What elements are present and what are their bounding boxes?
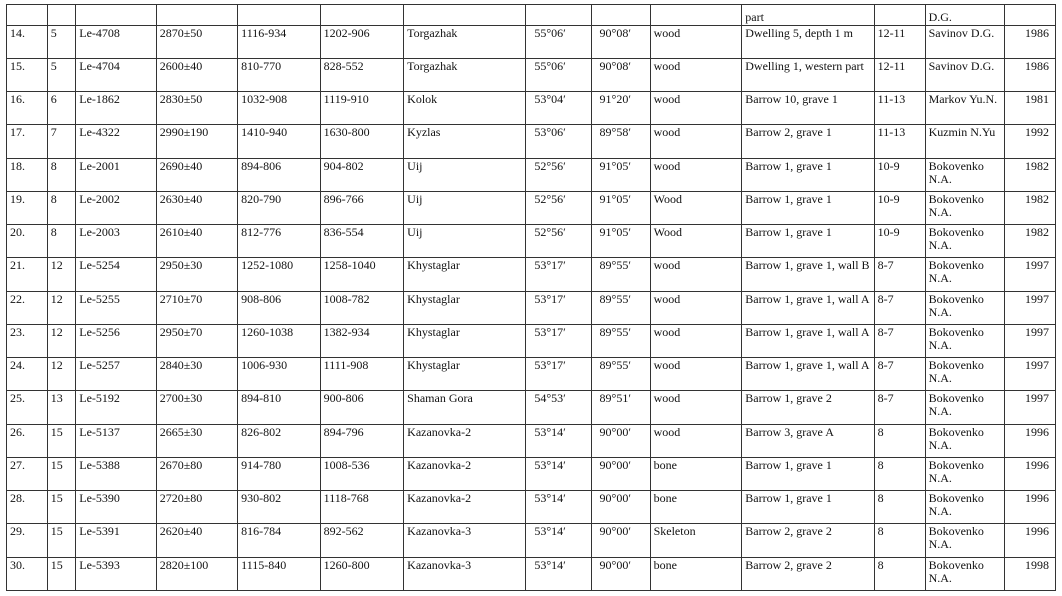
calibrated-1-sigma-cell: 1006-930 — [238, 358, 320, 391]
row-number-cell: 19. — [7, 191, 48, 224]
lab-code-cell: Le-4708 — [76, 25, 156, 58]
year-cell: 1982 — [1005, 225, 1056, 258]
table-row — [7, 92, 1056, 125]
context-cell: Dwelling 5, depth 1 m — [742, 25, 874, 58]
row-number-cell: 14. — [7, 25, 48, 58]
material-cell: wood — [650, 258, 742, 291]
site-name-cell: Kazanovka-3 — [404, 557, 526, 590]
bp-age-cell: 2670±80 — [156, 457, 237, 490]
calibrated-2-sigma-cell: 1008-536 — [320, 457, 404, 490]
latitude-cell: 53°14′ — [526, 424, 591, 457]
latitude-cell: 54°53′ — [526, 391, 591, 424]
year-cell: 1986 — [1005, 25, 1056, 58]
calibrated-2-sigma-cell: 828-552 — [320, 59, 404, 92]
author-cell: Bokovenko N.A. — [925, 557, 1004, 590]
cell-empty — [526, 5, 591, 26]
radiocarbon-dates-table — [6, 4, 1056, 591]
year-cell: 1986 — [1005, 59, 1056, 92]
table-row — [7, 557, 1056, 590]
calibrated-1-sigma-cell: 1032-908 — [238, 92, 320, 125]
longitude-cell: 91°05′ — [591, 158, 650, 191]
site-number-cell: 15 — [47, 457, 76, 490]
latitude-cell: 53°14′ — [526, 491, 591, 524]
site-name-cell: Kolok — [404, 92, 526, 125]
year-cell: 1997 — [1005, 324, 1056, 357]
lab-code-cell: Le-1862 — [76, 92, 156, 125]
site-name-cell: Uij — [404, 191, 526, 224]
row-number-cell: 22. — [7, 291, 48, 324]
site-number-cell: 5 — [47, 25, 76, 58]
site-name-cell: Khystaglar — [404, 358, 526, 391]
context-continuation-cell: part — [742, 5, 874, 26]
bp-age-cell: 2950±30 — [156, 258, 237, 291]
row-number-cell: 16. — [7, 92, 48, 125]
lab-code-cell: Le-5393 — [76, 557, 156, 590]
calibrated-2-sigma-cell: 896-766 — [320, 191, 404, 224]
context-cell: Barrow 1, grave 1, wall A — [742, 324, 874, 357]
table-row — [7, 191, 1056, 224]
calibrated-2-sigma-cell: 894-796 — [320, 424, 404, 457]
context-cell: Barrow 3, grave A — [742, 424, 874, 457]
lab-code-cell: Le-5388 — [76, 457, 156, 490]
context-cell: Barrow 1, grave 1, wall A — [742, 358, 874, 391]
material-cell: wood — [650, 158, 742, 191]
bp-age-cell: 2990±190 — [156, 125, 237, 158]
year-cell: 1997 — [1005, 358, 1056, 391]
cell-empty — [7, 5, 48, 26]
cell-empty — [591, 5, 650, 26]
bp-age-cell: 2690±40 — [156, 158, 237, 191]
latitude-cell: 52°56′ — [526, 191, 591, 224]
calibrated-1-sigma-cell: 914-780 — [238, 457, 320, 490]
latitude-cell: 53°17′ — [526, 358, 591, 391]
site-name-cell: Torgazhak — [404, 59, 526, 92]
year-cell: 1982 — [1005, 191, 1056, 224]
cell-empty — [874, 5, 925, 26]
calibrated-2-sigma-cell: 1118-768 — [320, 491, 404, 524]
site-number-cell: 8 — [47, 158, 76, 191]
calibrated-2-sigma-cell: 900-806 — [320, 391, 404, 424]
latitude-cell: 52°56′ — [526, 158, 591, 191]
calibrated-1-sigma-cell: 812-776 — [238, 225, 320, 258]
year-cell: 1992 — [1005, 125, 1056, 158]
context-cell: Barrow 1, grave 1 — [742, 191, 874, 224]
longitude-cell: 91°05′ — [591, 191, 650, 224]
calibrated-1-sigma-cell: 820-790 — [238, 191, 320, 224]
calibrated-1-sigma-cell: 894-806 — [238, 158, 320, 191]
calibrated-1-sigma-cell: 1410-940 — [238, 125, 320, 158]
site-number-cell: 15 — [47, 424, 76, 457]
author-cell: Savinov D.G. — [925, 25, 1004, 58]
row-number-cell: 25. — [7, 391, 48, 424]
century-cell: 10-9 — [874, 225, 925, 258]
site-number-cell: 8 — [47, 225, 76, 258]
year-cell: 1998 — [1005, 557, 1056, 590]
century-cell: 8 — [874, 524, 925, 557]
context-cell: Dwelling 1, western part — [742, 59, 874, 92]
row-number-cell: 30. — [7, 557, 48, 590]
year-cell: 1997 — [1005, 258, 1056, 291]
bp-age-cell: 2870±50 — [156, 25, 237, 58]
material-cell: bone — [650, 557, 742, 590]
row-number-cell: 23. — [7, 324, 48, 357]
author-cell: Bokovenko N.A. — [925, 191, 1004, 224]
century-cell: 8-7 — [874, 258, 925, 291]
calibrated-2-sigma-cell: 904-802 — [320, 158, 404, 191]
calibrated-1-sigma-cell: 930-802 — [238, 491, 320, 524]
calibrated-1-sigma-cell: 1115-840 — [238, 557, 320, 590]
lab-code-cell: Le-5390 — [76, 491, 156, 524]
cell-empty — [404, 5, 526, 26]
context-cell: Barrow 1, grave 1, wall B — [742, 258, 874, 291]
lab-code-cell: Le-2001 — [76, 158, 156, 191]
longitude-cell: 89°55′ — [591, 291, 650, 324]
site-number-cell: 12 — [47, 324, 76, 357]
author-cell: Bokovenko N.A. — [925, 291, 1004, 324]
site-name-cell: Torgazhak — [404, 25, 526, 58]
site-name-cell: Uij — [404, 158, 526, 191]
longitude-cell: 90°00′ — [591, 491, 650, 524]
bp-age-cell: 2600±40 — [156, 59, 237, 92]
author-cell: Kuzmin N.Yu — [925, 125, 1004, 158]
calibrated-2-sigma-cell: 1260-800 — [320, 557, 404, 590]
calibrated-2-sigma-cell: 1202-906 — [320, 25, 404, 58]
cell-empty — [47, 5, 76, 26]
calibrated-2-sigma-cell: 892-562 — [320, 524, 404, 557]
table-body — [7, 5, 1056, 591]
lab-code-cell: Le-4704 — [76, 59, 156, 92]
latitude-cell: 55°06′ — [526, 25, 591, 58]
author-cell: Bokovenko N.A. — [925, 524, 1004, 557]
century-cell: 12-11 — [874, 59, 925, 92]
table-row — [7, 491, 1056, 524]
author-cell: Bokovenko N.A. — [925, 225, 1004, 258]
longitude-cell: 91°05′ — [591, 225, 650, 258]
calibrated-2-sigma-cell: 1008-782 — [320, 291, 404, 324]
row-number-cell: 15. — [7, 59, 48, 92]
bp-age-cell: 2830±50 — [156, 92, 237, 125]
author-cell: Bokovenko N.A. — [925, 457, 1004, 490]
century-cell: 8 — [874, 424, 925, 457]
site-number-cell: 13 — [47, 391, 76, 424]
context-cell: Barrow 2, grave 2 — [742, 524, 874, 557]
bp-age-cell: 2610±40 — [156, 225, 237, 258]
author-cell: Bokovenko N.A. — [925, 324, 1004, 357]
year-cell: 1981 — [1005, 92, 1056, 125]
site-name-cell: Shaman Gora — [404, 391, 526, 424]
bp-age-cell: 2820±100 — [156, 557, 237, 590]
calibrated-2-sigma-cell: 836-554 — [320, 225, 404, 258]
author-cell: Bokovenko N.A. — [925, 358, 1004, 391]
row-number-cell: 18. — [7, 158, 48, 191]
context-cell: Barrow 1, grave 2 — [742, 391, 874, 424]
year-cell: 1996 — [1005, 524, 1056, 557]
year-cell: 1996 — [1005, 491, 1056, 524]
bp-age-cell: 2665±30 — [156, 424, 237, 457]
material-cell: bone — [650, 457, 742, 490]
century-cell: 12-11 — [874, 25, 925, 58]
context-cell: Barrow 10, grave 1 — [742, 92, 874, 125]
material-cell: Wood — [650, 225, 742, 258]
partial-header-row — [7, 5, 1056, 26]
bp-age-cell: 2840±30 — [156, 358, 237, 391]
century-cell: 8-7 — [874, 324, 925, 357]
table-row — [7, 158, 1056, 191]
century-cell: 11-13 — [874, 92, 925, 125]
material-cell: wood — [650, 291, 742, 324]
latitude-cell: 53°14′ — [526, 457, 591, 490]
cell-empty — [156, 5, 237, 26]
longitude-cell: 89°55′ — [591, 358, 650, 391]
material-cell: Skeleton — [650, 524, 742, 557]
century-cell: 10-9 — [874, 191, 925, 224]
site-number-cell: 12 — [47, 258, 76, 291]
author-cell: Bokovenko N.A. — [925, 258, 1004, 291]
table-row — [7, 358, 1056, 391]
calibrated-2-sigma-cell: 1119-910 — [320, 92, 404, 125]
year-cell: 1982 — [1005, 158, 1056, 191]
calibrated-1-sigma-cell: 894-810 — [238, 391, 320, 424]
author-cell: Savinov D.G. — [925, 59, 1004, 92]
material-cell: wood — [650, 25, 742, 58]
latitude-cell: 53°06′ — [526, 125, 591, 158]
calibrated-2-sigma-cell: 1630-800 — [320, 125, 404, 158]
row-number-cell: 21. — [7, 258, 48, 291]
lab-code-cell: Le-2002 — [76, 191, 156, 224]
longitude-cell: 90°00′ — [591, 457, 650, 490]
calibrated-2-sigma-cell: 1111-908 — [320, 358, 404, 391]
table-row — [7, 59, 1056, 92]
latitude-cell: 53°17′ — [526, 324, 591, 357]
cell-empty — [1005, 5, 1056, 26]
lab-code-cell: Le-5256 — [76, 324, 156, 357]
calibrated-2-sigma-cell: 1258-1040 — [320, 258, 404, 291]
century-cell: 8 — [874, 457, 925, 490]
table-row — [7, 125, 1056, 158]
site-name-cell: Uij — [404, 225, 526, 258]
longitude-cell: 90°08′ — [591, 25, 650, 58]
context-cell: Barrow 1, grave 1 — [742, 491, 874, 524]
material-cell: bone — [650, 491, 742, 524]
calibrated-1-sigma-cell: 810-770 — [238, 59, 320, 92]
author-cell: Bokovenko N.A. — [925, 391, 1004, 424]
year-cell: 1996 — [1005, 457, 1056, 490]
site-number-cell: 15 — [47, 524, 76, 557]
longitude-cell: 89°51′ — [591, 391, 650, 424]
century-cell: 8-7 — [874, 358, 925, 391]
material-cell: wood — [650, 391, 742, 424]
latitude-cell: 55°06′ — [526, 59, 591, 92]
calibrated-1-sigma-cell: 908-806 — [238, 291, 320, 324]
latitude-cell: 53°14′ — [526, 557, 591, 590]
longitude-cell: 89°58′ — [591, 125, 650, 158]
material-cell: wood — [650, 358, 742, 391]
table-row — [7, 25, 1056, 58]
latitude-cell: 52°56′ — [526, 225, 591, 258]
material-cell: wood — [650, 59, 742, 92]
calibrated-1-sigma-cell: 1260-1038 — [238, 324, 320, 357]
site-number-cell: 7 — [47, 125, 76, 158]
calibrated-1-sigma-cell: 826-802 — [238, 424, 320, 457]
table-row — [7, 324, 1056, 357]
author-continuation-cell: D.G. — [925, 5, 1004, 26]
material-cell: wood — [650, 92, 742, 125]
site-number-cell: 12 — [47, 291, 76, 324]
material-cell: Wood — [650, 191, 742, 224]
century-cell: 11-13 — [874, 125, 925, 158]
century-cell: 8-7 — [874, 291, 925, 324]
table-row — [7, 424, 1056, 457]
latitude-cell: 53°17′ — [526, 258, 591, 291]
author-cell: Bokovenko N.A. — [925, 424, 1004, 457]
lab-code-cell: Le-5254 — [76, 258, 156, 291]
site-name-cell: Kazanovka-2 — [404, 424, 526, 457]
cell-empty — [238, 5, 320, 26]
latitude-cell: 53°17′ — [526, 291, 591, 324]
author-cell: Bokovenko N.A. — [925, 491, 1004, 524]
site-name-cell: Kazanovka-3 — [404, 524, 526, 557]
context-cell: Barrow 1, grave 1 — [742, 158, 874, 191]
site-number-cell: 6 — [47, 92, 76, 125]
calibrated-2-sigma-cell: 1382-934 — [320, 324, 404, 357]
row-number-cell: 27. — [7, 457, 48, 490]
longitude-cell: 90°00′ — [591, 524, 650, 557]
table-row — [7, 225, 1056, 258]
context-cell: Barrow 1, grave 1, wall A — [742, 291, 874, 324]
table-row — [7, 258, 1056, 291]
lab-code-cell: Le-5391 — [76, 524, 156, 557]
century-cell: 8 — [874, 491, 925, 524]
longitude-cell: 89°55′ — [591, 258, 650, 291]
lab-code-cell: Le-5255 — [76, 291, 156, 324]
longitude-cell: 89°55′ — [591, 324, 650, 357]
material-cell: wood — [650, 424, 742, 457]
table-row — [7, 457, 1056, 490]
century-cell: 8-7 — [874, 391, 925, 424]
cell-empty — [650, 5, 742, 26]
year-cell: 1996 — [1005, 424, 1056, 457]
site-number-cell: 12 — [47, 358, 76, 391]
year-cell: 1997 — [1005, 291, 1056, 324]
latitude-cell: 53°04′ — [526, 92, 591, 125]
site-name-cell: Kazanovka-2 — [404, 491, 526, 524]
longitude-cell: 90°00′ — [591, 424, 650, 457]
site-name-cell: Kyzlas — [404, 125, 526, 158]
bp-age-cell: 2950±70 — [156, 324, 237, 357]
row-number-cell: 17. — [7, 125, 48, 158]
bp-age-cell: 2720±80 — [156, 491, 237, 524]
site-number-cell: 5 — [47, 59, 76, 92]
table-row — [7, 391, 1056, 424]
table-row — [7, 291, 1056, 324]
century-cell: 10-9 — [874, 158, 925, 191]
row-number-cell: 20. — [7, 225, 48, 258]
row-number-cell: 29. — [7, 524, 48, 557]
lab-code-cell: Le-4322 — [76, 125, 156, 158]
calibrated-1-sigma-cell: 1116-934 — [238, 25, 320, 58]
bp-age-cell: 2710±70 — [156, 291, 237, 324]
site-number-cell: 15 — [47, 491, 76, 524]
site-number-cell: 8 — [47, 191, 76, 224]
bp-age-cell: 2630±40 — [156, 191, 237, 224]
cell-empty — [320, 5, 404, 26]
longitude-cell: 91°20′ — [591, 92, 650, 125]
calibrated-1-sigma-cell: 1252-1080 — [238, 258, 320, 291]
author-cell: Markov Yu.N. — [925, 92, 1004, 125]
row-number-cell: 24. — [7, 358, 48, 391]
site-number-cell: 15 — [47, 557, 76, 590]
table-row — [7, 524, 1056, 557]
bp-age-cell: 2620±40 — [156, 524, 237, 557]
cell-empty — [76, 5, 156, 26]
row-number-cell: 28. — [7, 491, 48, 524]
lab-code-cell: Le-5257 — [76, 358, 156, 391]
row-number-cell: 26. — [7, 424, 48, 457]
material-cell: wood — [650, 324, 742, 357]
lab-code-cell: Le-5192 — [76, 391, 156, 424]
latitude-cell: 53°14′ — [526, 524, 591, 557]
context-cell: Barrow 1, grave 1 — [742, 457, 874, 490]
calibrated-1-sigma-cell: 816-784 — [238, 524, 320, 557]
longitude-cell: 90°08′ — [591, 59, 650, 92]
context-cell: Barrow 1, grave 1 — [742, 225, 874, 258]
site-name-cell: Khystaglar — [404, 324, 526, 357]
lab-code-cell: Le-5137 — [76, 424, 156, 457]
bp-age-cell: 2700±30 — [156, 391, 237, 424]
context-cell: Barrow 2, grave 1 — [742, 125, 874, 158]
year-cell: 1997 — [1005, 391, 1056, 424]
site-name-cell: Khystaglar — [404, 291, 526, 324]
site-name-cell: Khystaglar — [404, 258, 526, 291]
site-name-cell: Kazanovka-2 — [404, 457, 526, 490]
context-cell: Barrow 2, grave 2 — [742, 557, 874, 590]
longitude-cell: 90°00′ — [591, 557, 650, 590]
material-cell: wood — [650, 125, 742, 158]
lab-code-cell: Le-2003 — [76, 225, 156, 258]
author-cell: Bokovenko N.A. — [925, 158, 1004, 191]
century-cell: 8 — [874, 557, 925, 590]
